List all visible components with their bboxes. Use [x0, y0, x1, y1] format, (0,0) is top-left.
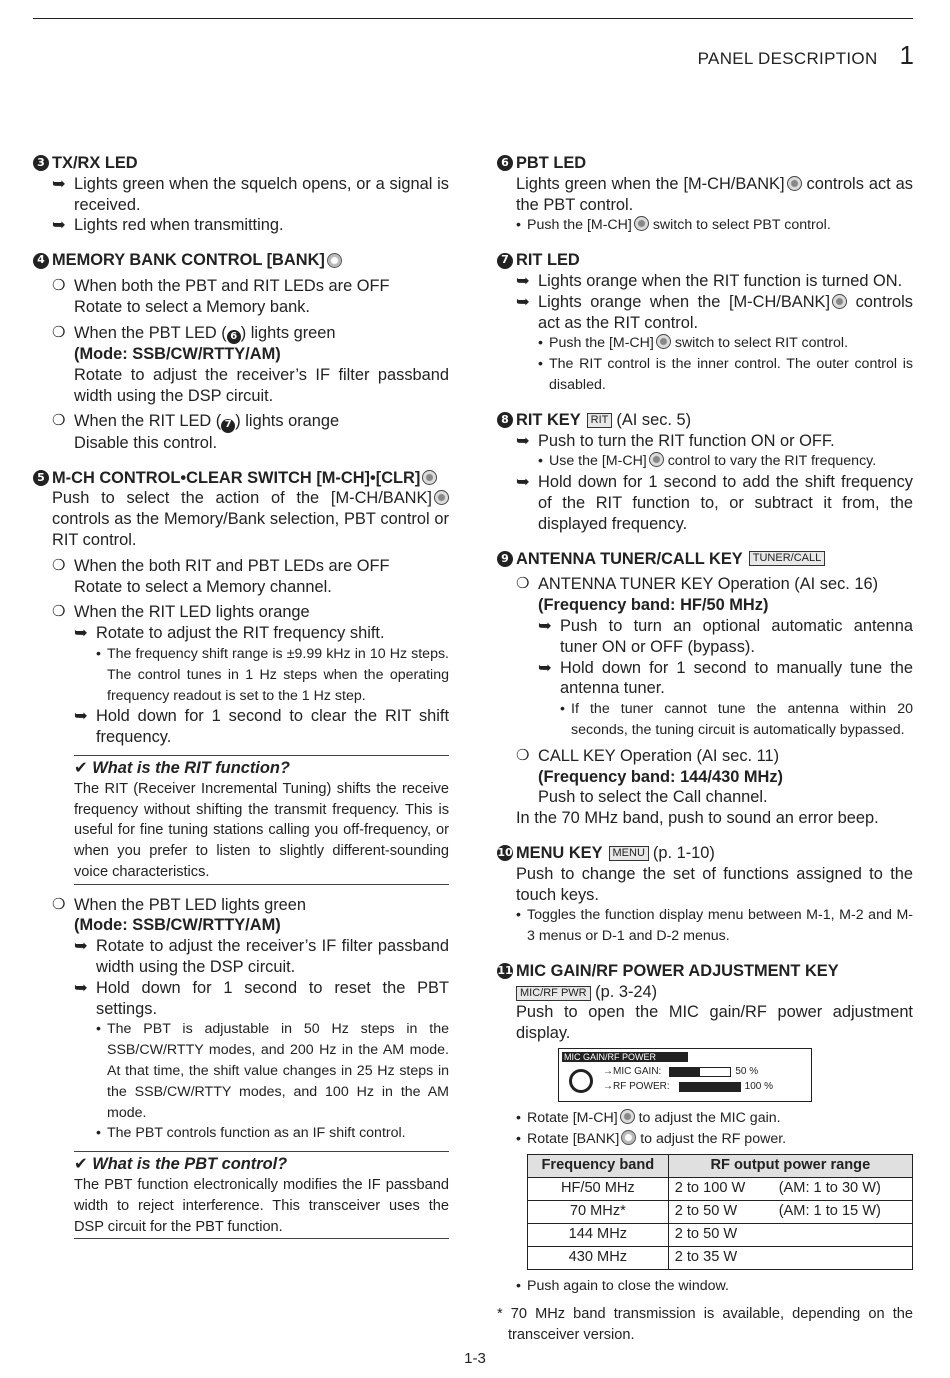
am-power-range: (AM: 1 to 30 W) — [778, 1180, 881, 1197]
case-item: ❍ CALL KEY Operation (AI sec. 11) — [516, 746, 780, 765]
case-item: ❍ When both the PBT and RIT LEDs are OFF — [52, 276, 390, 295]
mode-label: (Mode: SSB/CW/RTTY/AM) — [74, 916, 281, 935]
item-number-7: 7 — [497, 253, 513, 269]
section-body: In the 70 MHz band, push to sound an error beep. — [516, 809, 879, 828]
power-cell — [668, 1200, 912, 1223]
item-number-11: 11 — [497, 963, 513, 979]
bullet-item: • The RIT control is the inner control. The outer control is disabled. — [538, 356, 913, 393]
arrow-icon: ➥ — [74, 624, 88, 643]
arrow-item: ➥ Hold down for 1 second to clear the RIT shift frequency. — [74, 707, 449, 747]
section-body: Push to open the MIC gain/RF power adjustment display. — [516, 1003, 913, 1043]
section-ref: (AI sec. 5) — [616, 410, 692, 429]
case-body: Rotate to select a Memory bank. — [74, 297, 310, 316]
arrow-icon: ➥ — [74, 937, 88, 956]
circle-bullet-icon: ❍ — [52, 603, 66, 621]
item-number-8: 8 — [497, 412, 513, 428]
case-body: Disable this control. — [74, 433, 218, 452]
arrow-item: ➥ Lights orange when the [M-CH/BANK] controls act as the RIT control. — [516, 292, 913, 332]
note-title: ✔ What is the RIT function? — [74, 758, 290, 777]
section-title: TX/RX LED — [52, 154, 138, 172]
section-title: MIC GAIN/RF POWER ADJUSTMENT KEY — [516, 961, 839, 980]
rit-note-box — [74, 755, 449, 885]
band-cell: 144 MHz — [528, 1223, 669, 1246]
mic-gain-rf-power-display — [558, 1048, 812, 1102]
note-title: ✔ What is the PBT control? — [74, 1155, 288, 1174]
section-title: PANEL DESCRIPTION — [697, 49, 878, 68]
arrow-icon: ➥ — [516, 271, 530, 290]
circle-bullet-icon: ❍ — [52, 276, 66, 294]
note-body: The PBT function electronically modifies the IF passband width to reject interference. This transceiver uses the DSP circuit for the PBT function. — [74, 1177, 449, 1235]
mch-knob-icon — [656, 334, 671, 349]
bullet-item: • The PBT is adjustable in 50 Hz steps in the SSB/CW/RTTY modes, and 200 Hz in the AM mode. At that time, the shift value changes in 25 Hz steps in the SSB/CW/RTTY modes, and 100 Hz in the AM mode. — [96, 1021, 449, 1121]
key-ref-line: MIC/RF PWR (p. 3-24) — [516, 982, 913, 1003]
mic-rf-pwr-key-label: MIC/RF PWR — [516, 986, 591, 1001]
rf-power-row: → RF POWER: 100 % — [603, 1081, 774, 1093]
footnote: * 70 MHz band transmission is available, depending on the transceiver version. — [497, 1306, 913, 1344]
band-label: (Frequency band: 144/430 MHz) — [538, 767, 784, 786]
case-item: ❍ When the both RIT and PBT LEDs are OFF — [52, 556, 390, 575]
item-number-6: 6 — [497, 155, 513, 171]
power-cell — [668, 1223, 912, 1246]
mic-gain-fill — [670, 1068, 700, 1076]
arrow-icon: ➥ — [74, 707, 88, 726]
case-item: ❍ ANTENNA TUNER KEY Operation (AI sec. 16) — [516, 575, 879, 594]
circle-bullet-icon: ❍ — [52, 556, 66, 574]
bullet-item: • If the tuner cannot tune the antenna within 20 seconds, the tuning circuit is automatically bypassed. — [560, 701, 913, 738]
section-title: M-CH CONTROL•CLEAR SWITCH [M-CH]•[CLR] — [52, 468, 421, 487]
section-7-heading — [497, 250, 913, 271]
section-title: ANTENNA TUNER/CALL KEY — [516, 549, 743, 568]
section-6-heading — [497, 153, 913, 174]
section-3-heading — [33, 153, 449, 174]
bullet-item: • Use the [M-CH] control to vary the RIT frequency. — [538, 453, 877, 470]
arrow-item: ➥ Hold down for 1 second to manually tune the antenna tuner. — [538, 658, 913, 698]
bullet-item: • The frequency shift range is ±9.99 kHz in 10 Hz steps. The control tunes in 1 Hz steps when the operating frequency readout is set to the 1 Hz step. — [96, 645, 449, 704]
item-number-10: 10 — [497, 845, 513, 861]
arrow-icon: ➥ — [74, 978, 88, 997]
note-body: The RIT (Receiver Incremental Tuning) shifts the receive frequency without shifting the transmit frequency. This is useful for fine tuning stations calling you off-frequency, or when you prefer to listen to slightly different-sounding voice characteristics. — [74, 780, 449, 880]
power-range: 2 to 100 W — [674, 1180, 746, 1197]
power-range: 2 to 50 W — [674, 1226, 738, 1243]
arrow-icon: ➥ — [538, 658, 552, 677]
case-item: ❍ When the RIT LED lights orange — [52, 603, 310, 622]
section-title: MENU KEY — [516, 843, 603, 862]
mch-knob-icon — [422, 470, 437, 485]
mic-gain-row: → MIC GAIN: 50 % — [603, 1066, 759, 1078]
arrow-item: ➥ Rotate to adjust the RIT frequency shift. — [74, 624, 385, 643]
arrow-icon: ➥ — [516, 473, 530, 492]
case-body: Rotate to select a Memory channel. — [74, 577, 332, 596]
bullet-item: • Rotate [M-CH] to adjust the MIC gain. — [516, 1110, 781, 1127]
section-title: RIT LED — [516, 251, 580, 270]
power-cell — [668, 1246, 912, 1269]
circle-bullet-icon: ❍ — [516, 746, 530, 764]
bullet-item: • Push again to close the window. — [516, 1277, 729, 1294]
bullet-item: • Rotate [BANK] to adjust the RF power. — [516, 1130, 787, 1147]
arrow-icon: ➥ — [52, 174, 66, 193]
arrow-item: ➥ Push to turn an optional automatic antenna tuner ON or OFF (bypass). — [538, 616, 913, 656]
section-ref: (p. 1-10) — [652, 843, 715, 862]
mch-knob-icon — [634, 216, 649, 231]
mch-knob-icon — [832, 294, 847, 309]
band-label: (Frequency band: HF/50 MHz) — [538, 596, 769, 615]
arrow-item: ➥ Hold down for 1 second to reset the PBT settings. — [74, 978, 449, 1018]
am-power-range: (AM: 1 to 15 W) — [778, 1203, 881, 1220]
table-row — [528, 1200, 913, 1223]
column-header: Frequency band — [528, 1154, 669, 1177]
item-number-4: 4 — [33, 253, 49, 269]
item-number-9: 9 — [497, 551, 513, 567]
bullet-item: • Push the [M-CH] switch to select PBT control. — [516, 217, 831, 234]
rf-power-table — [527, 1154, 913, 1270]
band-cell: HF/50 MHz — [528, 1177, 669, 1200]
mch-knob-icon — [787, 176, 802, 191]
column-header: RF output power range — [668, 1154, 912, 1177]
bullet-item: • Toggles the function display menu between M-1, M-2 and M-3 menus or D-1 and D-2 menus. — [516, 907, 913, 945]
section-9-heading — [497, 549, 913, 570]
section-body: Push to change the set of functions assigned to the touch keys. — [516, 864, 913, 904]
case-body: Push to select the Call channel. — [538, 788, 768, 807]
dial-icon — [569, 1069, 593, 1093]
section-body: Push to select the action of the [M-CH/BANK] controls as the Memory/Bank selection, PBT control or RIT control. — [52, 489, 449, 549]
rf-power-fill — [680, 1083, 740, 1091]
mch-knob-icon — [649, 452, 664, 467]
ref-number-6: 6 — [227, 330, 241, 344]
bank-knob-icon — [327, 253, 342, 268]
case-item: ❍ When the PBT LED lights green — [52, 895, 307, 914]
section-11-heading — [497, 961, 913, 982]
arrow-item: ➥ Lights orange when the RIT function is turned ON. — [516, 271, 903, 290]
case-item: ❍ When the RIT LED ( 7 ) lights orange — [52, 411, 449, 432]
page-header — [698, 40, 914, 71]
chapter-number: 1 — [899, 40, 914, 70]
right-column — [497, 153, 913, 1346]
bullet-item: • Push the [M-CH] switch to select RIT control. — [538, 335, 849, 352]
left-column — [33, 153, 449, 1239]
arrow-icon: ➥ — [516, 292, 530, 311]
case-item: ❍ When the PBT LED ( 6 ) lights green — [52, 323, 449, 344]
item-number-5: 5 — [33, 470, 49, 486]
band-cell: 430 MHz — [528, 1246, 669, 1269]
section-4-heading — [33, 250, 449, 271]
case-body: Rotate to adjust the receiver’s IF filter passband width using the DSP circuit. — [74, 365, 449, 405]
bullet-item: • The PBT controls function as an IF shift control. — [96, 1125, 406, 1142]
section-5-heading — [33, 468, 449, 489]
arrow-item: ➥ Hold down for 1 second to add the shift frequency of the RIT function to, or subtract it from, the displayed frequency. — [516, 473, 913, 533]
power-cell — [668, 1177, 912, 1200]
circle-bullet-icon: ❍ — [52, 895, 66, 913]
band-cell: 70 MHz* — [528, 1200, 669, 1223]
mch-knob-icon — [434, 490, 449, 505]
arrow-item: ➥ Rotate to adjust the receiver’s IF filter passband width using the DSP circuit. — [74, 937, 449, 977]
display-title: MIC GAIN/RF POWER — [562, 1052, 688, 1062]
bank-knob-icon — [621, 1130, 636, 1145]
mode-label: (Mode: SSB/CW/RTTY/AM) — [74, 344, 281, 363]
section-10-heading — [497, 843, 913, 864]
pbt-note-box — [74, 1151, 449, 1239]
power-range: 2 to 50 W — [674, 1203, 738, 1220]
arrow-item: ➥ Push to turn the RIT function ON or OFF. — [516, 431, 835, 450]
section-title: RIT KEY — [516, 410, 581, 429]
top-rule — [33, 18, 913, 19]
circle-bullet-icon: ❍ — [516, 575, 530, 593]
power-range: 2 to 35 W — [674, 1249, 738, 1266]
page-number: 1-3 — [464, 1350, 486, 1367]
arrow-item: ➥ Lights green when the squelch opens, or a signal is received. — [52, 174, 449, 214]
item-number-3: 3 — [33, 155, 49, 171]
arrow-icon: ➥ — [538, 616, 552, 635]
mch-knob-icon — [620, 1109, 635, 1124]
table-row — [528, 1223, 913, 1246]
ref-number-7: 7 — [221, 419, 235, 433]
circle-bullet-icon: ❍ — [52, 412, 66, 430]
table-row — [528, 1246, 913, 1269]
tuner-call-key-label: TUNER/CALL — [749, 551, 825, 566]
circle-bullet-icon: ❍ — [52, 323, 66, 341]
rit-key-label: RIT — [587, 413, 613, 428]
menu-key-label: MENU — [609, 846, 649, 861]
section-title: PBT LED — [516, 154, 587, 172]
arrow-icon: ➥ — [516, 431, 530, 450]
section-body: Lights green when the [M-CH/BANK] controls act as the PBT control. — [516, 174, 913, 214]
section-title: MEMORY BANK CONTROL [BANK] — [52, 251, 325, 270]
arrow-item: ➥ Lights red when transmitting. — [52, 216, 284, 235]
section-8-heading — [497, 410, 913, 431]
arrow-icon: ➥ — [52, 216, 66, 235]
table-row — [528, 1177, 913, 1200]
